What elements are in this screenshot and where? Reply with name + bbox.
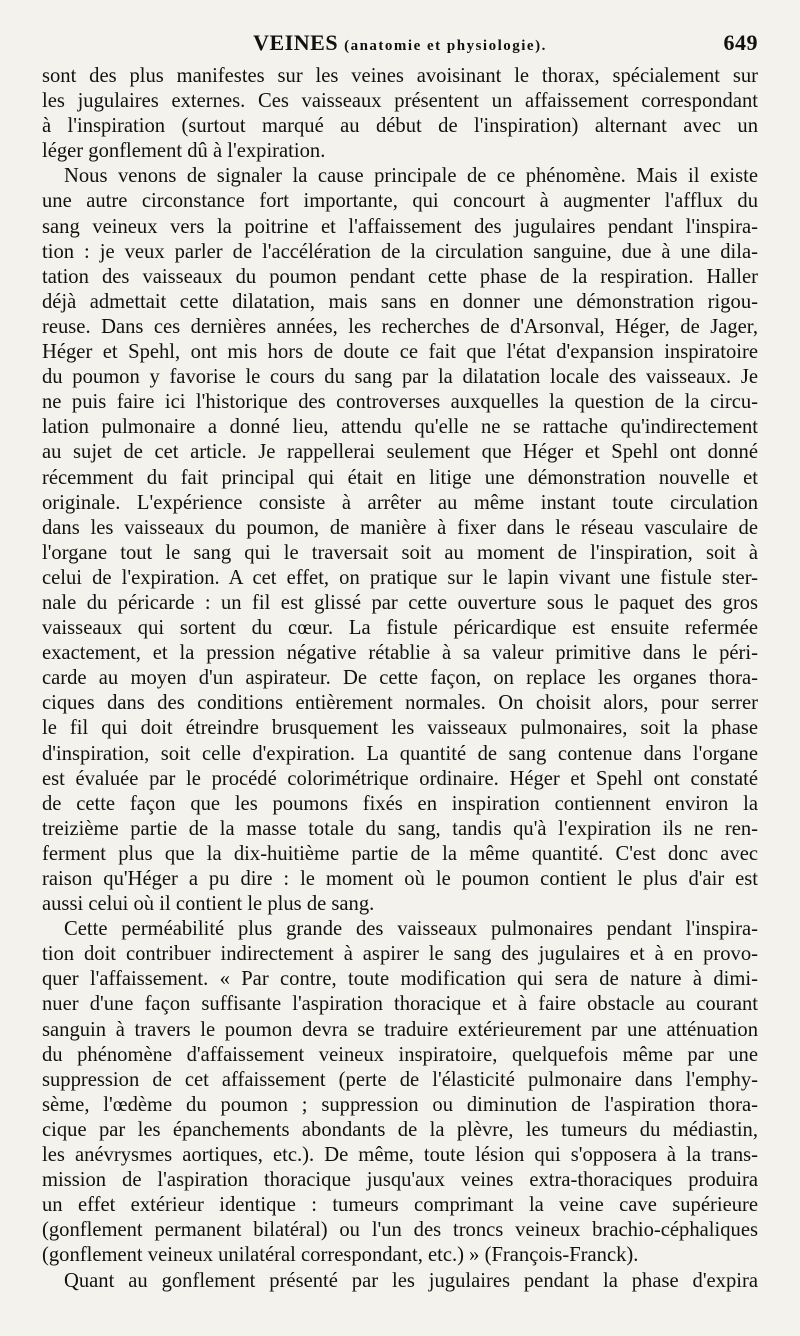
text-line: reuse. Dans ces dernières années, les recherches de d'Arsonval, Héger, de Jager, — [42, 315, 758, 338]
text-line: est évaluée par le procédé colorimétrique ordinaire. Héger et Spehl ont constaté — [42, 767, 758, 790]
text-line: les jugulaires externes. Ces vaisseaux présentent un affaissement correspondant — [42, 90, 758, 113]
text-line: mission de l'aspiration thoracique jusqu'aux veines extra-thoraciques produira — [42, 1169, 758, 1192]
text-line: nale du péricarde : un fil est glissé par cette ouverture sous le paquet des gros — [42, 591, 758, 614]
text-line: (gonflement veineux unilatéral correspondant, etc.) » (François-Franck). — [42, 1244, 639, 1267]
text-line: nuer d'une façon suffisante l'aspiration thoracique et à faire obstacle au courant — [42, 993, 758, 1016]
text-line: l'organe tout le sang qui le traversait soit au moment de l'inspiration, soit à — [42, 541, 758, 564]
text-line: à l'inspiration (surtout marqué au début de l'inspiration) alternant avec un — [42, 115, 758, 138]
text-line: (gonflement permanent bilatéral) ou l'un des troncs veineux brachio-céphaliques — [42, 1219, 758, 1242]
text-line: d'inspiration, soit celle d'expiration. La quantité de sang contenue dans l'organe — [42, 742, 758, 765]
text-line: tation des vaisseaux du poumon pendant cette phase de la respiration. Haller — [42, 265, 758, 288]
text-line: Nous venons de signaler la cause principale de ce phénomène. Mais il existe — [64, 165, 758, 188]
text-line: sang veineux vers la poitrine et l'affaissement des jugulaires pendant l'inspira- — [42, 215, 758, 238]
text-line: celui de l'expiration. A cet effet, on pratique sur le lapin vivant une fistule ster- — [42, 566, 758, 589]
text-line: tion doit contribuer indirectement à aspirer le sang des jugulaires et à en provo- — [42, 943, 758, 966]
text-line: treizième partie de la masse totale du sang, tandis qu'à l'expiration ils ne ren- — [42, 817, 758, 840]
text-line: suppression de cet affaissement (perte de l'élasticité pulmonaire dans l'emphy- — [42, 1068, 758, 1091]
text-line: ciques dans des conditions entièrement normales. On choisit alors, pour serrer — [42, 692, 758, 715]
text-line: sanguin à travers le poumon devra se traduire extérieurement par une atténuation — [42, 1018, 758, 1041]
text-line: au sujet de cet article. Je rappellerai seulement que Héger et Spehl ont donné — [42, 441, 758, 464]
text-line: de cette façon que les poumons fixés en inspiration contiennent environ la — [42, 792, 758, 815]
text-line: un effet extérieur identique : tumeurs comprimant la veine cave supérieure — [42, 1194, 758, 1217]
text-line: sont des plus manifestes sur les veines avoisinant le thorax, spécialement sur — [42, 65, 758, 87]
text-line: dans les vaisseaux du poumon, de manière à fixer dans le réseau vasculaire de — [42, 516, 758, 539]
text-line: lation pulmonaire a donné lieu, attendu qu'elle ne se rattache qu'indirectement — [42, 416, 758, 439]
text-line: une autre circonstance fort importante, qui concourt à augmenter l'afflux du — [42, 190, 758, 213]
text-line: Cette perméabilité plus grande des vaisseaux pulmonaires pendant l'inspira- — [64, 918, 758, 941]
running-title-main: VEINES — [253, 30, 339, 55]
text-line: du poumon y favorise le cours du sang par la dilatation locale des vaisseaux. Je — [42, 366, 758, 389]
text-line: les anévrysmes aortiques, etc.). De même, toute lésion qui s'opposera à la trans- — [42, 1144, 758, 1167]
running-title — [253, 30, 547, 56]
page-number: 649 — [723, 30, 758, 55]
text-line: léger gonflement dû à l'expiration. — [42, 140, 326, 163]
text-line: tion : je veux parler de l'accélération de la circulation sanguine, due à une dila- — [42, 240, 758, 263]
text-line: aussi celui où il contient le plus de sang. — [42, 893, 375, 916]
text-line: quer l'affaissement. « Par contre, toute modification qui sera de nature à dimi- — [42, 968, 758, 991]
body-text — [42, 64, 758, 1294]
text-line: Quant au gonflement présenté par les jugulaires pendant la phase d'expira — [64, 1269, 758, 1292]
text-line: originale. L'expérience consiste à arrêter au même instant toute circulation — [42, 491, 758, 514]
text-line: carde au moyen d'un aspirateur. De cette façon, on replace les organes thora- — [42, 667, 758, 690]
text-line: raison qu'Héger a pu dire : le moment où le poumon contient le plus d'air est — [42, 868, 758, 890]
text-line: ne puis faire ici l'historique des controverses auxquelles la question de la circu- — [42, 391, 758, 414]
text-line: exactement, et la pression négative rétablie à sa valeur primitive dans le péri- — [42, 642, 758, 665]
text-line: ferment plus que la dix-huitième partie de la même quantité. C'est donc avec — [42, 842, 758, 865]
running-title-sub: (anatomie et physiologie). — [344, 38, 547, 54]
text-line: le fil qui doit étreindre brusquement les vaisseaux pulmonaires, soit la phase — [42, 717, 758, 740]
running-head — [42, 30, 758, 64]
text-line: du phénomène d'affaissement veineux inspiratoire, quelquefois même par une — [42, 1043, 758, 1066]
text-line: Héger et Spehl, ont mis hors de doute ce fait que l'état d'expansion inspiratoire — [42, 341, 758, 364]
text-line: sème, l'œdème du poumon ; suppression ou diminution de l'aspiration thora- — [42, 1093, 758, 1116]
text-line: vaisseaux qui sortent du cœur. La fistule péricardique est ensuite refermée — [42, 617, 758, 640]
text-line: déjà admettait cette dilatation, mais sans en donner une démonstration rigou- — [42, 290, 758, 313]
text-line: récemment du fait principal qui était en litige une démonstration nouvelle et — [42, 466, 758, 489]
text-line: cique par les épanchements abondants de la plèvre, les tumeurs du médiastin, — [42, 1118, 758, 1141]
